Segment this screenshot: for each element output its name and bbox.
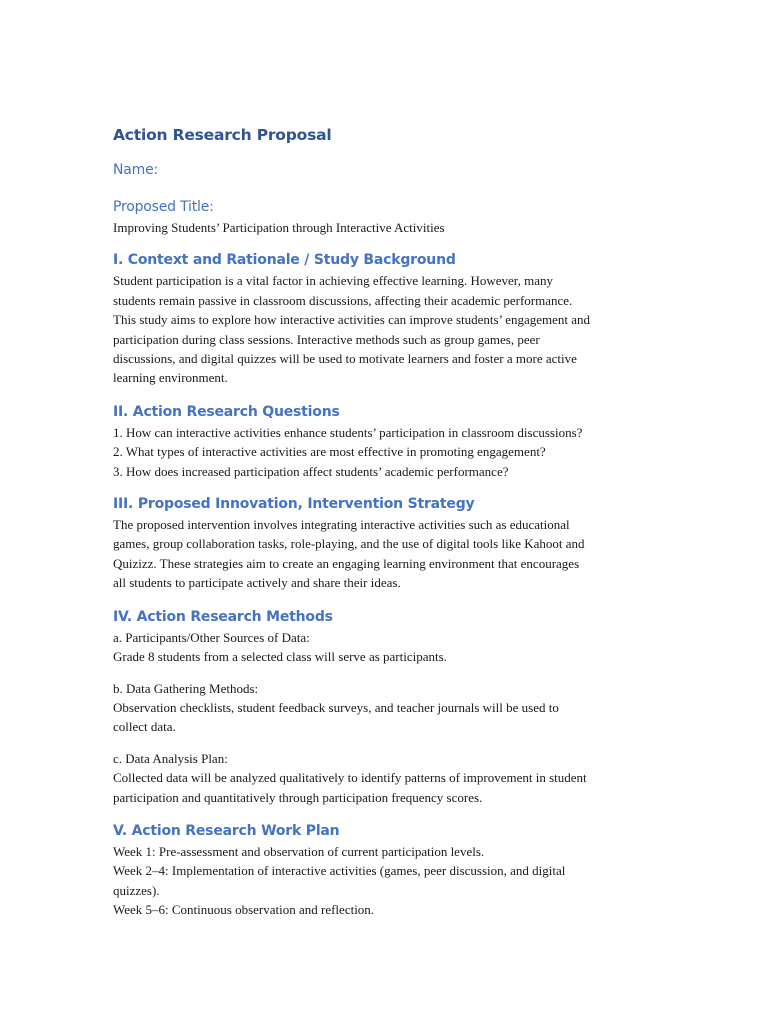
methods-data-gathering <box>113 679 673 737</box>
subsection-label: c. Data Analysis Plan: <box>113 750 228 766</box>
document-title: Action Research Proposal <box>113 126 332 144</box>
paragraph-line: The proposed intervention involves integrating interactive activities such as educational <box>113 517 570 533</box>
paragraph-line: Observation checklists, student feedback surveys, and teacher journals will be used to <box>113 699 559 715</box>
section-innovation <box>113 493 673 593</box>
document-content <box>113 122 673 920</box>
section-heading: III. Proposed Innovation, Intervention Strategy <box>113 496 475 513</box>
work-plan-line: Week 1: Pre-assessment and observation of current participation levels. <box>113 843 485 859</box>
paragraph-line: participation during class sessions. Interactive methods such as group games, peer <box>113 331 540 347</box>
section-heading: V. Action Research Work Plan <box>113 822 340 839</box>
proposed-title-value: Improving Students’ Participation through Interactive Activities <box>113 220 445 235</box>
paragraph-line: learning environment. <box>113 370 228 386</box>
methods-participants <box>113 628 673 667</box>
section-paragraph <box>113 271 673 387</box>
paragraph-line: students remain passive in classroom discussions, affecting their academic performance. <box>113 292 573 308</box>
paragraph-line: all students to participate actively and share their ideas. <box>113 575 401 591</box>
section-heading: I. Context and Rationale / Study Background <box>113 252 456 269</box>
paragraph-line: games, group collaboration tasks, role-playing, and the use of digital tools like Kahoot and <box>113 536 585 552</box>
section-context <box>113 249 673 387</box>
section-heading: II. Action Research Questions <box>113 403 340 420</box>
section-methods <box>113 606 673 807</box>
work-plan-line: Week 2–4: Implementation of interactive activities (games, peer discussion, and digital <box>113 863 566 879</box>
proposed-title-label: Proposed Title: <box>113 199 214 215</box>
subsection-label: a. Participants/Other Sources of Data: <box>113 629 310 645</box>
paragraph-line: collect data. <box>113 719 176 735</box>
section-work-plan <box>113 820 673 920</box>
section-paragraph <box>113 515 673 593</box>
section-questions <box>113 401 673 481</box>
paragraph-line: Grade 8 students from a selected class will serve as participants. <box>113 649 447 665</box>
paragraph-line: This study aims to explore how interactive activities can improve students’ engagement and <box>113 312 591 328</box>
name-label: Name: <box>113 162 159 178</box>
paragraph-line: Quizizz. These strategies aim to create an engaging learning environment that encourages <box>113 555 580 571</box>
question-item: 3. How does increased participation affect students’ academic performance? <box>113 463 509 479</box>
question-item: 1. How can interactive activities enhance students’ participation in classroom discussions? <box>113 424 583 440</box>
paragraph-line: Student participation is a vital factor in achieving effective learning. However, many <box>113 273 554 289</box>
question-item: 2. What types of interactive activities are most effective in promoting engagement? <box>113 444 546 460</box>
subsection-label: b. Data Gathering Methods: <box>113 680 259 696</box>
section-paragraph <box>113 842 673 920</box>
paragraph-line: participation and quantitatively through participation frequency scores. <box>113 789 483 805</box>
work-plan-line: Week 5–6: Continuous observation and reflection. <box>113 902 375 918</box>
work-plan-line: quizzes). <box>113 882 160 898</box>
paragraph-line: Collected data will be analyzed qualitatively to identify patterns of improvement in student <box>113 770 587 786</box>
section-heading: IV. Action Research Methods <box>113 608 333 625</box>
methods-analysis <box>113 749 673 807</box>
paragraph-line: discussions, and digital quizzes will be used to motivate learners and foster a more active <box>113 351 577 367</box>
section-paragraph <box>113 423 673 481</box>
